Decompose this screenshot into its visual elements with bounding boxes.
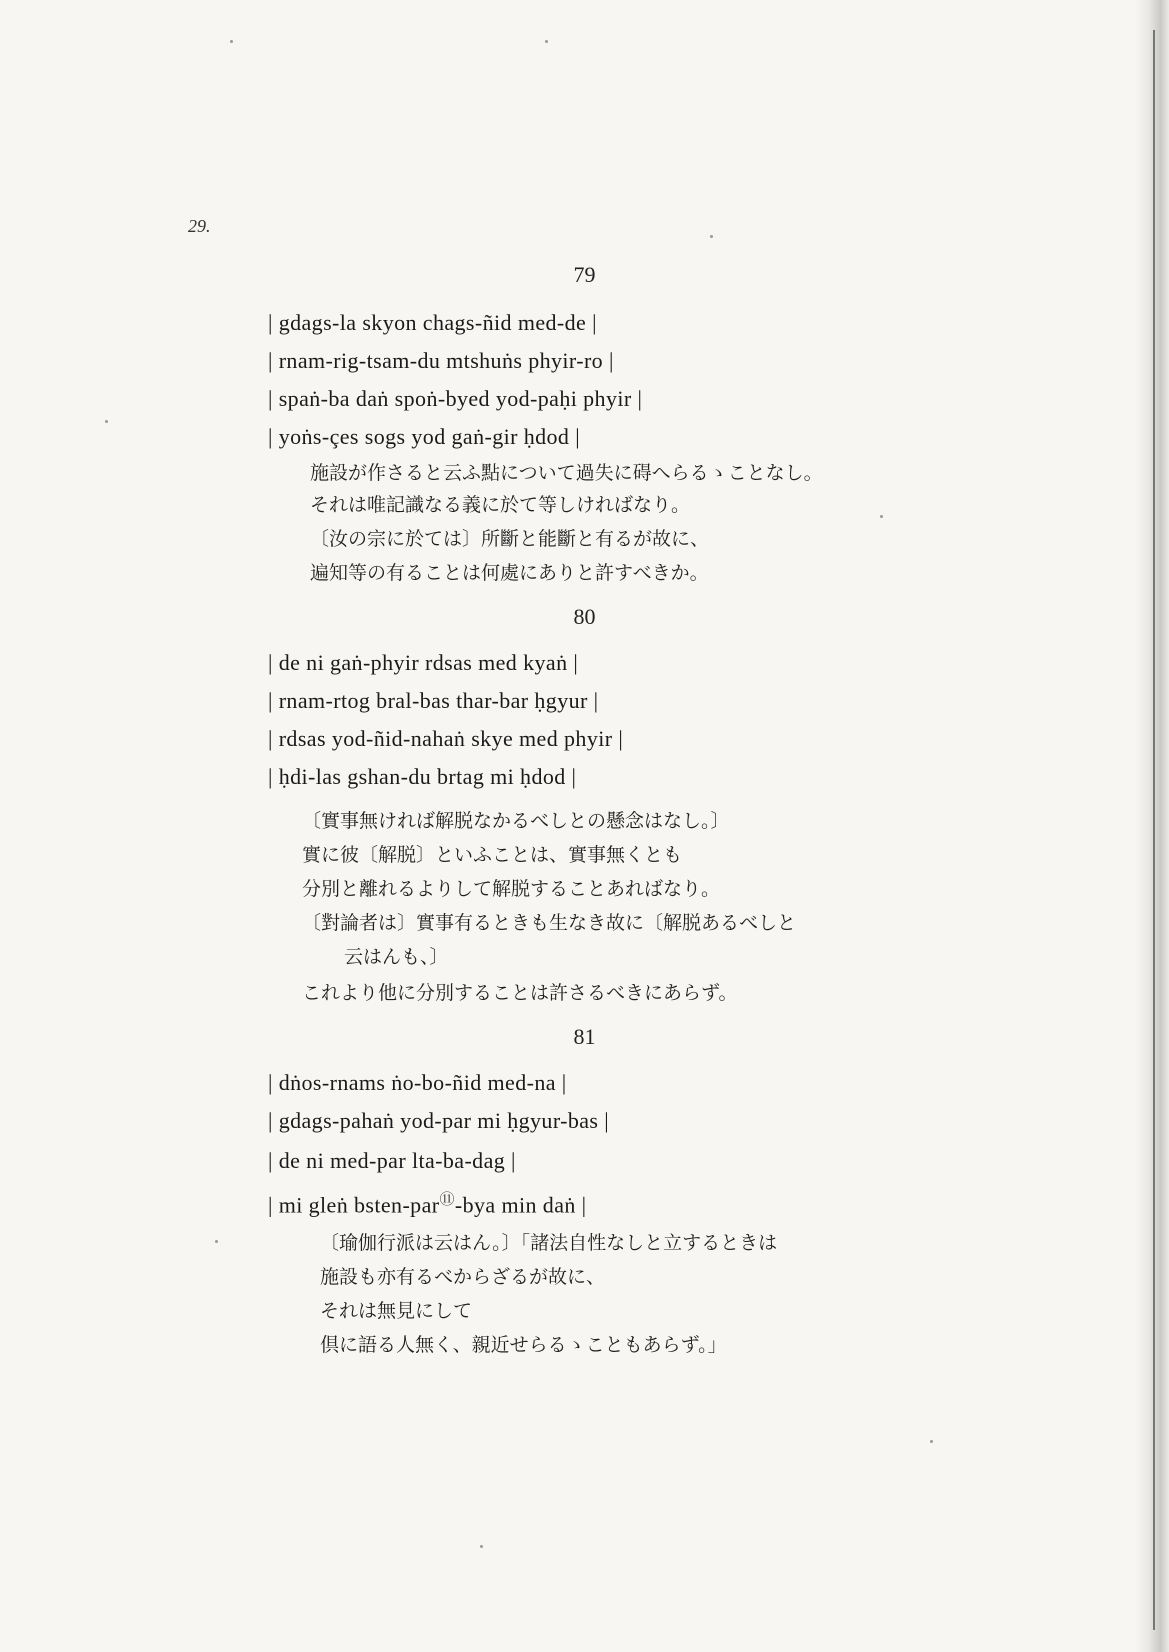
tibetan-line: | gdags-pahaṅ yod-par mi ḥgyur-bas | — [268, 1108, 610, 1133]
japanese-line: 遍知等の有ることは何處にありと許すべきか。 — [310, 562, 709, 584]
scan-speck — [710, 235, 713, 238]
japanese-line: 施設も亦有るべからざるが故に、 — [320, 1266, 606, 1288]
tibetan-line: | rnam-rig-tsam-du mtshuṅs phyir-ro | — [268, 348, 614, 373]
japanese-line: 施設が作さると云ふ點について過失に碍へらるゝことなし。 — [310, 462, 823, 484]
tibetan-line: | de ni med-par lta-ba-dag | — [268, 1148, 516, 1173]
japanese-line: 〔瑜伽行派は云はん。〕「諸法自性なしと立するときは — [320, 1232, 778, 1254]
scan-speck — [105, 420, 108, 423]
scan-speck — [880, 515, 883, 518]
japanese-line: 分別と離れるよりして解脱することあればなり。 — [302, 878, 721, 900]
japanese-line: それは唯記識なる義に於て等しければなり。 — [310, 494, 691, 516]
japanese-line: 倶に語る人無く、親近せらるゝこともあらず。」 — [320, 1334, 727, 1356]
japanese-line: 〔汝の宗に於ては〕所斷と能斷と有るが故に、 — [310, 528, 710, 550]
tibetan-line-text: -bya min daṅ | — [454, 1192, 587, 1218]
tibetan-line: | gdags-la skyon chags-ñid med-de | — [268, 310, 597, 335]
japanese-line: 〔對論者は〕實事有るときも生なき故に〔解脱あるべしと — [302, 912, 797, 934]
japanese-line: これより他に分別することは許さるべきにあらず。 — [302, 982, 738, 1004]
scan-binding-edge — [1135, 0, 1169, 1652]
verse-number: 80 — [573, 604, 596, 629]
tibetan-line: | spaṅ-ba daṅ spoṅ-byed yod-paḥi phyir | — [268, 386, 643, 411]
verse-number: 81 — [573, 1024, 596, 1049]
japanese-line: 云はんも、〕 — [344, 946, 449, 968]
tibetan-line: | dṅos-rnams ṅo-bo-ñid med-na | — [268, 1070, 567, 1095]
footnote-marker: ⑪ — [439, 1192, 455, 1208]
tibetan-line: | de ni gaṅ-phyir rdsas med kyaṅ | — [268, 650, 579, 675]
tibetan-line: | yoṅs-çes sogs yod gaṅ-gir ḥdod | — [268, 424, 581, 449]
page-number: 29. — [188, 216, 211, 236]
verse-number: 79 — [573, 262, 596, 287]
scan-speck — [215, 1240, 218, 1243]
tibetan-line-text: | mi gleṅ bsten-par — [268, 1192, 440, 1218]
scan-speck — [230, 40, 233, 43]
scan-speck — [930, 1440, 933, 1443]
japanese-line: それは無見にして — [320, 1300, 473, 1322]
scan-speck — [480, 1545, 483, 1548]
scan-speck — [545, 40, 548, 43]
japanese-line: 〔實事無ければ解脱なかるべしとの懸念はなし。〕 — [302, 810, 730, 832]
tibetan-line: | rdsas yod-ñid-nahaṅ skye med phyir | — [268, 726, 624, 751]
japanese-line: 實に彼〔解脱〕といふことは、實事無くとも — [302, 844, 683, 866]
tibetan-line — [268, 1188, 586, 1218]
tibetan-line: | ḥdi-las gshan-du brtag mi ḥdod | — [268, 764, 577, 789]
tibetan-line: | rnam-rtog bral-bas thar-bar ḥgyur | — [268, 688, 599, 713]
